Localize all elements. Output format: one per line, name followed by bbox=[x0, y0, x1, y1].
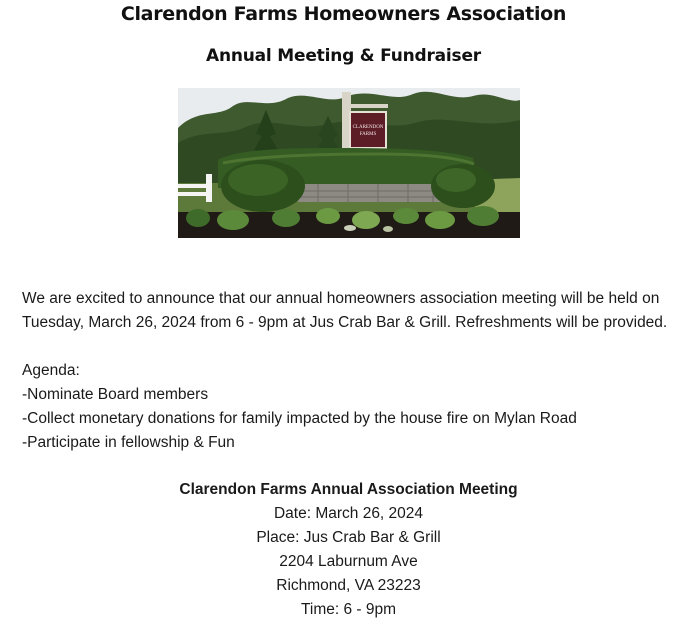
details-date: Date: March 26, 2024 bbox=[273, 505, 424, 522]
sign-line-2: FARMS bbox=[359, 132, 377, 137]
agenda-section bbox=[22, 359, 672, 455]
entrance-sign-photo bbox=[178, 88, 520, 238]
sign-line-1: CLARENDON bbox=[352, 125, 384, 130]
agenda-item: -Participate in fellowship & Fun bbox=[22, 434, 235, 451]
intro-paragraph: We are excited to announce that our annual homeowners association meeting will be held on Tuesday, March 26, 2024 from 6 - 9pm at Jus Crab Bar & Grill. Refreshments will be provided. bbox=[22, 290, 668, 331]
page-subtitle: Annual Meeting & Fundraiser bbox=[205, 46, 481, 66]
meeting-details bbox=[0, 478, 687, 622]
details-heading: Clarendon Farms Annual Association Meeting bbox=[179, 481, 518, 498]
agenda-item: -Collect monetary donations for family impacted by the house fire on Mylan Road bbox=[22, 410, 577, 427]
details-street: 2204 Laburnum Ave bbox=[279, 553, 418, 570]
details-city: Richmond, VA 23223 bbox=[276, 577, 421, 594]
details-place: Place: Jus Crab Bar & Grill bbox=[256, 529, 441, 546]
agenda-label: Agenda: bbox=[22, 362, 80, 379]
agenda-item: -Nominate Board members bbox=[22, 386, 209, 403]
page-title: Clarendon Farms Homeowners Association bbox=[120, 3, 567, 25]
details-time: Time: 6 - 9pm bbox=[300, 601, 397, 618]
